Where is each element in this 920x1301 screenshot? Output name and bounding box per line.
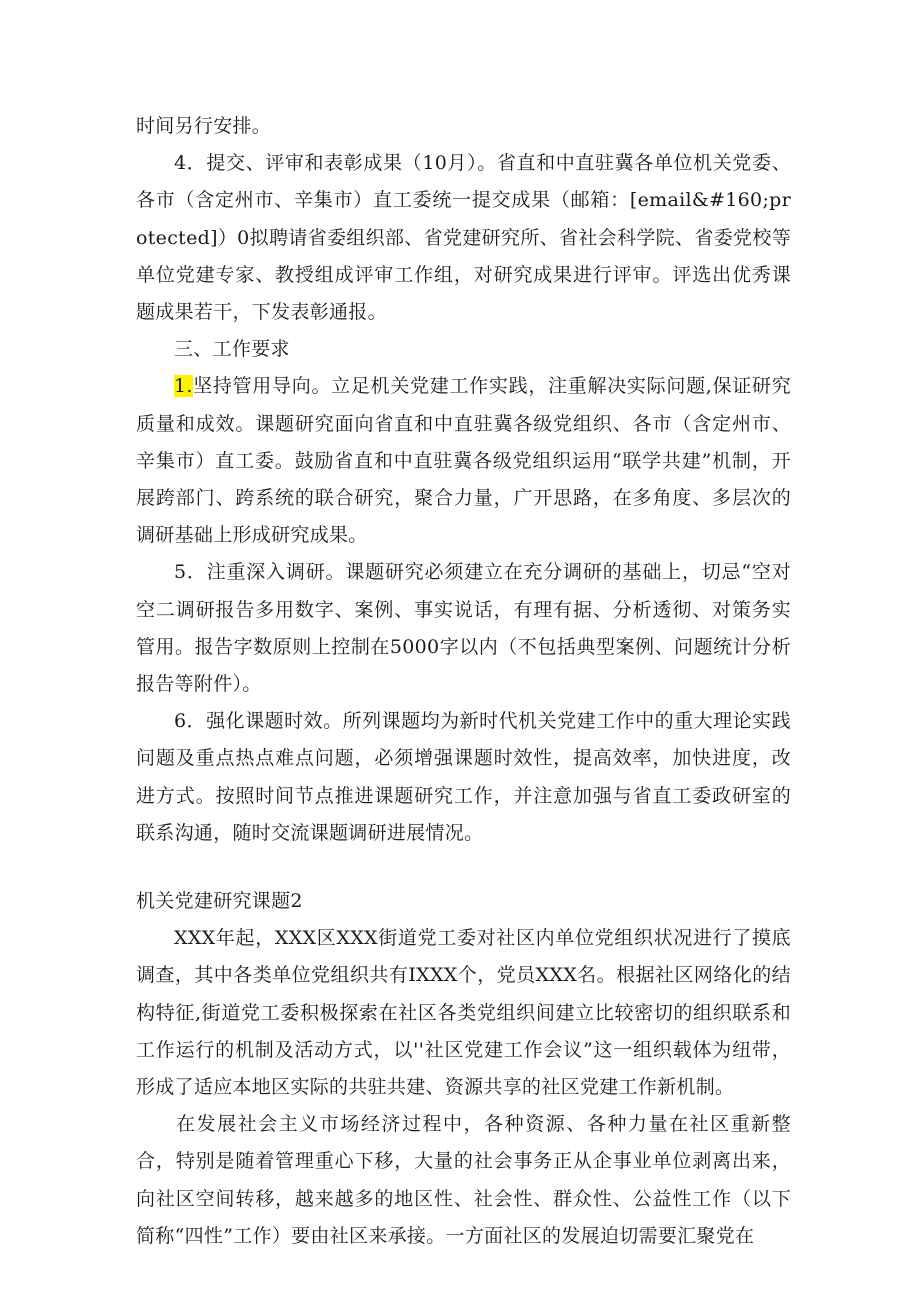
paragraph-item-6: 6．强化课题时效。所列课题均为新时代机关党建工作中的重大理论实践问题及重点热点难点问题，必须增强课题时效性，提高效率，加快进度，改进方式。按照时间节点推进课题研究工作，并注意加强与省直工委政研室的联系沟通，随时交流课题调研进展情况。 [136, 710, 791, 844]
document-page [136, 108, 791, 1255]
section-gap [136, 852, 791, 883]
paragraph-item-1 [136, 368, 791, 554]
article-title: 机关党建研究课题2 [136, 890, 303, 913]
paragraph-intro: XXX年起，XXX区XXX街道党工委对社区内单位党组织状况进行了摸底调查，其中各类单位党组织共有IXXX个，党员XXX名。根据社区网络化的结构特征,街道党工委积极探索在社区各类党组织间建立比较密切的组织联系和工作运行的机制及活动方式，以''社区党建工作会议”这一组织载体为纽带，形成了适应本地区实际的共驻共建、资源共享的社区党建工作新机制。 [136, 927, 791, 1099]
paragraph-item-5: 5．注重深入调研。课题研究必须建立在充分调研的基础上，切忌“空对空二调研报告多用数字、案例、事实说话，有理有据、分析透彻、对策务实管用。报告字数原则上控制在5000字以内（不包括典型案例、问题统计分析报告等附件）。 [136, 561, 791, 696]
paragraph-item-1-text: 坚持管用导向。立足机关党建工作实践，注重解决实际问题,保证研究质量和成效。课题研究面向省直和中直驻冀各级党组织、各市（含定州市、辛集市）直工委。鼓励省直和中直驻冀各级党组织运用“联学共建”机制，开展跨部门、跨系统的联合研究，聚合力量，广开思路，在多角度、多层次的调研基础上形成研究成果。 [136, 375, 791, 547]
paragraph-continuation: 时间另行安排。 [136, 115, 272, 137]
highlighted-number: 1. [174, 375, 193, 398]
paragraph-market-economy: 在发展社会主义市场经济过程中，各种资源、各种力量在社区重新整合，特别是随着管理重心下移，大量的社会事务正从企事业单位剥离出来，向社区空间转移，越来越多的地区性、社会性、群众性、公益性工作（以下简称“四性”工作）要由社区来承接。一方面社区的发展迫切需要汇聚党在 [136, 1113, 791, 1247]
paragraph-item-4: 4．提交、评审和表彰成果（10月）。省直和中直驻冀各单位机关党委、各市（含定州市、辛集市）直工委统一提交成果（邮箱：[email&#160;protected]）0拟聘请省委组织部、省党建研究所、省社会科学院、省委党校等单位党建专家、教授组成评审工作组，对研究成果进行评审。评选出优秀课题成果若干，下发表彰通报。 [136, 152, 791, 324]
section-heading-requirements: 三、工作要求 [174, 338, 290, 361]
